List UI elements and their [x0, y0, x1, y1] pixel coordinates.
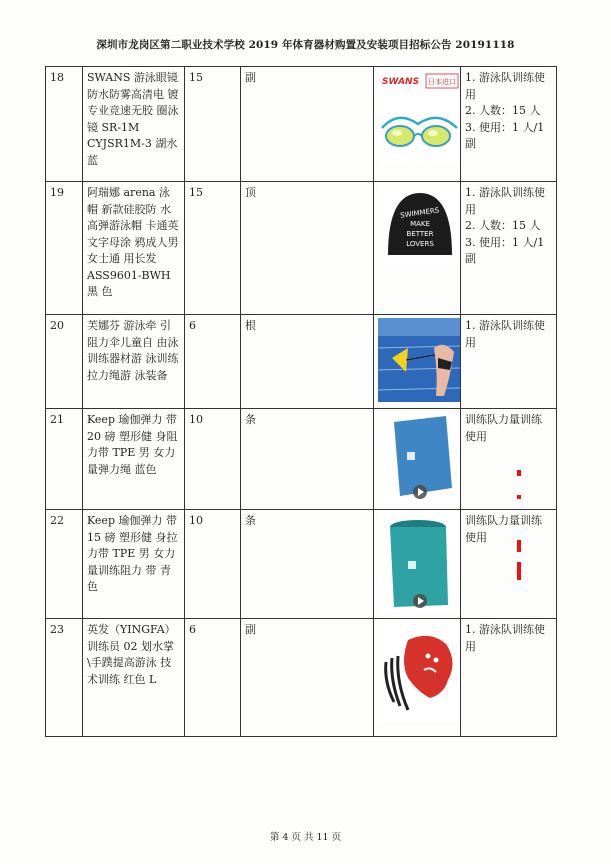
resistance-parachute-image [378, 318, 461, 402]
item-number: 23 [46, 619, 83, 737]
item-number: 22 [46, 510, 83, 619]
note-line: 1. 游泳队训练使 用 [465, 186, 545, 216]
item-image-cell [374, 182, 461, 315]
table-row [46, 67, 557, 182]
table-row [46, 315, 557, 409]
table-row [46, 409, 557, 510]
import-tag-text: 日本进口 [428, 78, 456, 86]
cap-print-text: LOVERS [406, 240, 434, 248]
table-row [46, 619, 557, 737]
item-unit: 条 [241, 409, 374, 510]
note-line: 2. 人数：15 人 [465, 104, 541, 117]
seal-stamp-mark [517, 540, 521, 552]
cap-print-text: BETTER [406, 230, 434, 238]
item-name: 阿瑞娜 arena 泳 帽 新款硅胶防 水高弹游泳帽 卡通英文字母涂 鸦成人男女士通 用长发 ASS9601-BWH 黑 色 [83, 182, 185, 315]
note-line: 1. 游泳队训练使 用 [465, 623, 545, 653]
item-number: 21 [46, 409, 83, 510]
page-title: 深圳市龙岗区第二职业技术学校 2019 年体育器材购置及安装项目招标公告 20191118 [96, 39, 515, 51]
resistance-band-blue-image [378, 412, 461, 504]
table-row [46, 510, 557, 619]
equipment-table [45, 66, 557, 737]
seal-stamp-mark [517, 495, 521, 499]
item-quantity: 15 [185, 182, 241, 315]
seal-stamp-mark [517, 470, 521, 476]
item-quantity: 10 [185, 510, 241, 619]
item-image-cell [374, 510, 461, 619]
item-unit: 顶 [241, 182, 374, 315]
note-line: 训练队力量训练 使用 [465, 514, 542, 544]
item-number: 18 [46, 67, 83, 182]
item-number: 20 [46, 315, 83, 409]
item-notes [461, 67, 557, 182]
item-name: Keep 瑜伽弹力 带 20 磅 塑形健 身阻力带 TPE 男 女力量弹力绳 蓝色 [83, 409, 185, 510]
item-unit: 副 [241, 619, 374, 737]
item-number: 19 [46, 182, 83, 315]
item-image-cell [374, 67, 461, 182]
item-notes [461, 409, 557, 510]
item-image-cell [374, 409, 461, 510]
item-name: 英发（YINGFA） 训练员 02 划水掌 \手蹼提高游泳 技术训练 红色 L [83, 619, 185, 737]
item-name: SWANS 游泳眼镜 防水防雾高清电 镀专业竞速无胶 圈泳镜 SR-1M CYJSR1M-3 湖水 蓝 [83, 67, 185, 182]
note-line: 3. 使用：1 人/1 副 [465, 235, 545, 265]
page-number: 第 4 页 共 11 页 [269, 832, 342, 843]
item-name: 芙娜芬 游泳牵 引阻力伞儿童自 由泳训练器材游 泳训练拉力绳游 泳装备 [83, 315, 185, 409]
resistance-band-teal-image [378, 513, 461, 613]
item-name: Keep 瑜伽弹力 带 15 磅 塑形健 身拉力带 TPE 男 女力量训练阻力 带 青色 [83, 510, 185, 619]
item-image-cell [374, 619, 461, 737]
swim-cap-image [378, 185, 461, 265]
item-notes [461, 619, 557, 737]
item-notes [461, 510, 557, 619]
note-line: 1. 游泳队训练使 用 [465, 71, 545, 101]
item-unit: 根 [241, 315, 374, 409]
item-notes [461, 315, 557, 409]
note-line: 3. 使用：1 人/1 副 [465, 120, 545, 150]
note-line: 训练队力量训练 使用 [465, 413, 542, 443]
note-line: 1. 游泳队训练使 用 [465, 319, 545, 349]
table-row [46, 182, 557, 315]
note-line: 2. 人数：15 人 [465, 219, 541, 232]
item-quantity: 6 [185, 315, 241, 409]
cap-print-text: MAKE [410, 220, 430, 228]
item-notes [461, 182, 557, 315]
hand-paddle-image [378, 622, 461, 722]
item-quantity: 6 [185, 619, 241, 737]
cap-print-text: SWIMMERS [399, 206, 440, 220]
item-quantity: 10 [185, 409, 241, 510]
item-unit: 副 [241, 67, 374, 182]
item-quantity: 15 [185, 67, 241, 182]
swans-brand-text: SWANS [382, 77, 420, 87]
item-image-cell [374, 315, 461, 409]
seal-stamp-mark [517, 562, 521, 580]
swim-goggles-image [378, 70, 461, 165]
item-unit: 条 [241, 510, 374, 619]
